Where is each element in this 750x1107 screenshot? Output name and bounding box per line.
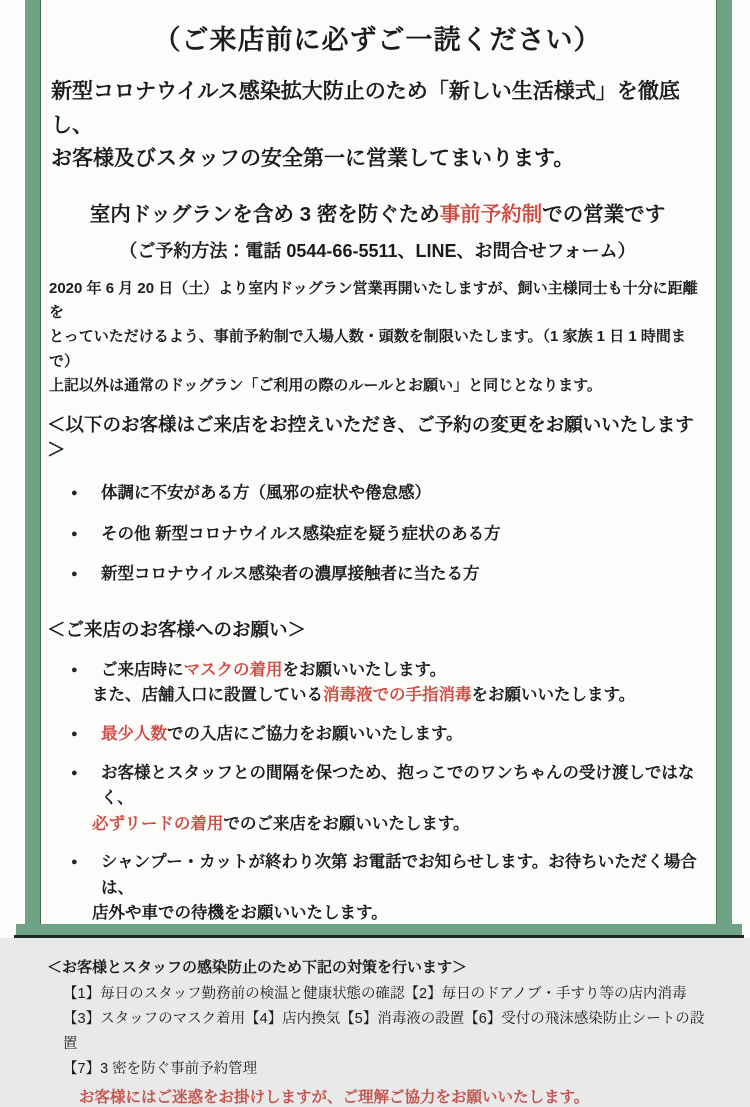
intro-line-1: 新型コロナウイルス感染拡大防止のため「新しい生活様式」を徹底し、 <box>51 80 680 137</box>
request-list <box>47 658 708 927</box>
green-frame-left <box>25 0 41 930</box>
text-segment: ご来店時に <box>101 660 184 679</box>
text-segment: お客様とスタッフとの間隔を保つため、抱っこでのワンちゃんの受け渡しではなく、 <box>101 763 695 808</box>
page-title: （ご来店前に必ずご一読ください） <box>153 25 602 55</box>
request-item-minimum-people <box>101 722 708 748</box>
list-item <box>47 761 708 838</box>
green-frame-bottom <box>16 924 742 935</box>
request-line <box>92 812 708 838</box>
text-segment: シャンプー・カットが終わり次第 お電話でお知らせします。お待ちいただく場合は、 <box>101 853 697 897</box>
request-line <box>101 853 697 897</box>
refrain-item-2: その他 新型コロナウイルス感染症を疑う症状のある方 <box>101 524 501 543</box>
bullet-icon: ● <box>71 527 78 540</box>
green-frame-right <box>716 0 732 930</box>
request-line <box>92 683 708 709</box>
section-heading-requests: ＜ご来店のお客様へのお願い＞ <box>47 618 307 640</box>
frame-bottom-shadow <box>14 935 744 938</box>
reopening-note <box>47 277 708 398</box>
request-line <box>101 725 463 743</box>
note-line-3: 上記以外は通常のドッグラン「ご利用の際のルールとお願い」と同じとなります。 <box>49 376 602 394</box>
text-segment: をお願いいたします。 <box>282 660 447 679</box>
refrain-item-1: 体調に不安がある方（風邪の症状や倦怠感） <box>101 484 431 503</box>
measure-line-3: 【7】3 密を防ぐ事前予約管理 <box>63 1060 258 1077</box>
text-segment-red: マスクの着用 <box>183 660 283 679</box>
bullet-icon: ● <box>71 568 78 581</box>
notice-content <box>41 0 716 1106</box>
text-segment-red: 最少人数 <box>101 724 167 743</box>
text-segment: でのご来店をお願いいたします。 <box>223 814 470 833</box>
list-item <box>47 850 708 927</box>
text-segment: 店外や車での待機をお願いいたします。 <box>92 904 388 923</box>
request-item-wait-outside <box>92 850 708 927</box>
text-segment: での入店にご協力をお願いいたします。 <box>167 724 463 743</box>
reservation-heading-post: での営業です <box>542 202 666 226</box>
note-line-2: とっていただけるよう、事前予約制で入場人数・頭数を制限いたします。（1 家族 1 日 1 時間まで） <box>49 328 686 370</box>
request-line <box>101 661 446 679</box>
measure-line-2: 【3】スタッフのマスク着用【4】店内換気【5】消毒液の設置【6】受付の飛沫感染防止シートの設置 <box>63 1010 705 1052</box>
bullet-icon: ● <box>71 766 78 779</box>
refrain-item-3: 新型コロナウイルス感染者の濃厚接触者に当たる方 <box>101 565 480 584</box>
measure-line-1: 【1】毎日のスタッフ勤務前の検温と健康状態の確認【2】毎日のドアノブ・手すり等の店内消毒 <box>63 985 687 1002</box>
text-segment: をお願いいたします。 <box>471 686 636 705</box>
list-item <box>47 481 708 507</box>
reservation-heading-pre: 室内ドッグランを含め 3 密を防ぐため <box>89 202 440 226</box>
request-item-mask <box>92 658 708 709</box>
list-item <box>47 722 708 748</box>
measures-section <box>47 956 708 1107</box>
refrain-list <box>47 481 708 588</box>
text-segment-red: 消毒液での手指消毒 <box>323 686 472 705</box>
closing-note: お客様にはご迷惑をお掛けしますが、ご理解ご協力をお願いいたします。 <box>79 1088 590 1106</box>
measures-lines <box>47 982 708 1082</box>
list-item <box>47 522 708 548</box>
bullet-icon: ● <box>71 856 78 869</box>
list-item <box>47 562 708 588</box>
request-line <box>101 764 694 808</box>
request-item-leash <box>92 761 708 838</box>
section-heading-measures: ＜お客様とスタッフの感染防止のため下記の対策を行います＞ <box>47 958 468 976</box>
section-heading-refrain: ＜以下のお客様はご来店をお控えいただき、ご予約の変更をお願いいたします＞ <box>47 414 694 461</box>
list-item <box>47 658 708 709</box>
text-segment-red: 必ずリードの着用 <box>92 814 224 833</box>
reservation-heading-highlight: 事前予約制 <box>439 202 543 226</box>
intro-line-2: お客様及びスタッフの安全第一に営業してまいります。 <box>51 147 575 171</box>
text-segment: また、店舗入口に設置している <box>92 686 323 705</box>
bullet-icon: ● <box>71 663 78 676</box>
bullet-icon: ● <box>71 487 78 500</box>
intro-paragraph <box>47 75 708 176</box>
reservation-heading <box>47 197 708 227</box>
bullet-icon: ● <box>71 727 78 740</box>
reservation-methods: （ご予約方法：電話 0544-66-5511、LINE、お問合せフォーム） <box>119 240 636 261</box>
note-line-1: 2020 年 6 月 20 日（土）より室内ドッグラン営業再開いたしますが、飼い主様同士も十分に距離を <box>49 279 698 322</box>
